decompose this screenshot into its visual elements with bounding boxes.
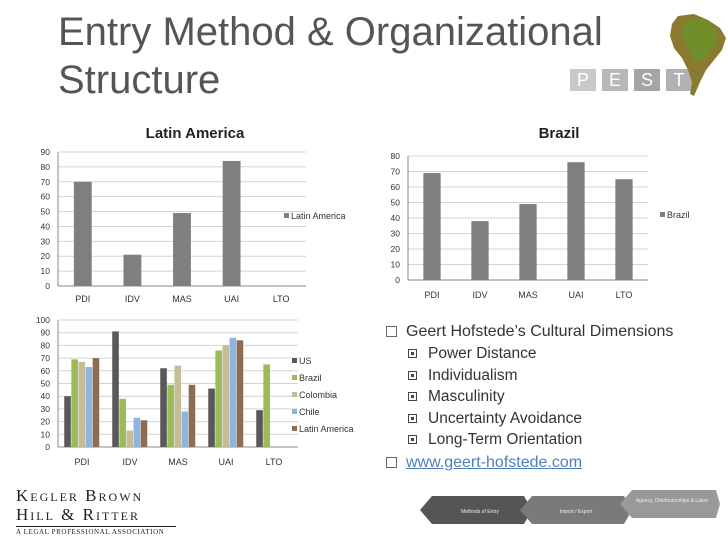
bullet-item [386,365,716,387]
bar-brazil [263,364,270,447]
square-bullet-icon [386,326,397,337]
nav-step-label: Import / Export [559,509,593,515]
nav-step-label: Methods of Entry [461,509,499,515]
legend-swatch [292,409,297,414]
bar-chile [230,338,237,447]
y-tick-label: 10 [390,259,400,270]
x-tick-label: MAS [172,294,192,304]
bar-colombia [78,362,85,447]
y-tick-label: 10 [40,429,50,440]
section-nav [420,490,720,530]
y-tick-label: 20 [40,416,50,427]
legend-label: Brazil [299,373,322,383]
x-tick-label: UAI [218,457,234,467]
bar-us [64,396,71,447]
hofstede-bullets [386,322,716,474]
y-tick-label: 70 [40,353,50,364]
square-bullet-icon [408,414,417,423]
bullet-item-text: Power Distance [428,345,537,362]
y-tick-label: 0 [45,442,50,452]
x-tick-label: IDV [122,457,138,467]
y-tick-label: 50 [390,197,400,208]
legend-label: Latin America [291,211,346,221]
logo-line-2: Hill & Ritter [16,505,140,524]
bar-chile [86,367,93,447]
legend-swatch [660,212,665,217]
bar-brazil [423,173,440,280]
chart-title: Latin America [145,125,245,142]
chart-brazil [384,124,714,306]
bar-latin-america [189,385,196,447]
bar-brazil [215,350,222,447]
logo-line-1: Kegler Brown [16,486,144,505]
y-tick-label: 0 [45,281,50,291]
square-bullet-icon [408,349,417,358]
bullet-item [386,343,716,365]
y-tick-label: 40 [40,221,50,232]
bar-latin-america [123,255,141,286]
x-tick-label: MAS [168,457,188,467]
legend-swatch [292,358,297,363]
bullet-link-row [386,453,716,472]
x-tick-label: PDI [74,457,90,467]
y-tick-label: 10 [40,266,50,277]
pest-letter-t: T [666,69,692,91]
bar-latin-america [74,182,92,286]
y-tick-label: 80 [40,340,50,351]
y-tick-label: 60 [390,182,400,192]
x-tick-label: MAS [518,290,538,300]
chart-comparison [30,312,370,476]
bar-latin-america [141,420,148,447]
title-line-1: Entry Method & Organizational [58,10,603,54]
bullet-item-text: Long-Term Orientation [428,431,583,448]
bar-colombia [126,430,133,447]
y-tick-label: 90 [40,147,50,157]
x-tick-label: LTO [615,290,633,300]
y-tick-label: 100 [35,315,50,325]
x-tick-label: PDI [424,290,440,300]
bar-colombia [174,366,181,447]
legend-label: Latin America [299,424,354,434]
y-tick-label: 80 [390,151,400,161]
hofstede-link[interactable]: www.geert-hofstede.com [406,453,583,471]
bar-latin-america [173,213,191,286]
chart-latin-america [30,124,370,314]
south-america-map-icon [664,12,728,98]
bar-brazil [471,221,488,280]
y-tick-label: 60 [40,365,50,376]
legend-label: Colombia [299,390,338,400]
bar-latin-america [93,358,100,447]
legend-swatch [292,392,297,397]
x-tick-label: PDI [75,294,91,304]
bar-brazil [519,204,536,280]
y-tick-label: 30 [390,228,400,239]
nav-step-label: Agency, Distributorships & Labor [635,498,709,504]
y-tick-label: 50 [40,378,50,389]
y-tick-label: 30 [40,236,50,247]
bullet-main [386,322,716,341]
chart-svg [30,312,370,476]
bar-colombia [222,345,229,447]
chart-svg [384,124,714,306]
chart-svg [30,124,370,314]
bar-brazil [167,385,174,447]
bar-us [112,331,119,447]
bar-us [256,410,263,447]
legend-label: Brazil [667,210,690,220]
y-tick-label: 20 [390,244,400,254]
bullet-item-text: Uncertainty Avoidance [428,409,582,427]
x-tick-label: IDV [472,290,488,300]
x-tick-label: UAI [224,294,240,304]
x-tick-label: UAI [568,290,584,300]
bar-brazil [567,162,584,280]
x-tick-label: LTO [272,294,290,304]
y-tick-label: 50 [40,206,50,217]
square-bullet-icon [408,371,417,380]
logo-line-3: A LEGAL PROFESSIONAL ASSOCIATION [16,526,176,536]
y-tick-label: 70 [40,176,50,187]
y-tick-label: 40 [390,213,400,223]
legend-swatch [284,213,289,218]
bar-latin-america [223,161,241,286]
pest-letter-s: S [634,69,660,91]
pest-letter-p: P [570,69,596,91]
bar-latin-america [237,340,244,447]
y-tick-label: 30 [40,403,50,414]
square-bullet-icon [386,457,397,468]
bullet-item [386,386,716,408]
bullet-item-text: Individualism [428,366,518,384]
legend-swatch [292,426,297,431]
bullet-item [386,429,716,451]
bar-brazil [615,179,632,280]
bar-chile [134,418,141,447]
y-tick-label: 90 [40,327,50,338]
square-bullet-icon [408,435,417,444]
bar-us [160,368,167,447]
legend-swatch [292,375,297,380]
y-tick-label: 80 [40,161,50,172]
bullet-item-text: Masculinity [428,388,505,405]
title-line-2: Structure [58,58,221,102]
bar-chile [182,411,189,447]
y-tick-label: 0 [395,275,400,285]
bullet-item [386,408,716,430]
pest-letter-e: E [602,69,628,91]
bullet-main-text: Geert Hofstede’s Cultural Dimensions [406,323,674,340]
x-tick-label: LTO [265,457,283,467]
legend-label: Chile [299,407,320,417]
y-tick-label: 40 [40,391,50,402]
chart-title: Brazil [538,125,580,142]
square-bullet-icon [408,392,417,401]
firm-logo [16,486,176,542]
y-tick-label: 60 [40,191,50,202]
y-tick-label: 20 [40,251,50,262]
bar-us [208,389,215,447]
y-tick-label: 70 [390,166,400,177]
bar-brazil [119,399,126,447]
legend-label: US [299,356,312,366]
bar-brazil [71,359,78,447]
nav-step-agency[interactable] [620,490,720,518]
x-tick-label: IDV [124,294,140,304]
